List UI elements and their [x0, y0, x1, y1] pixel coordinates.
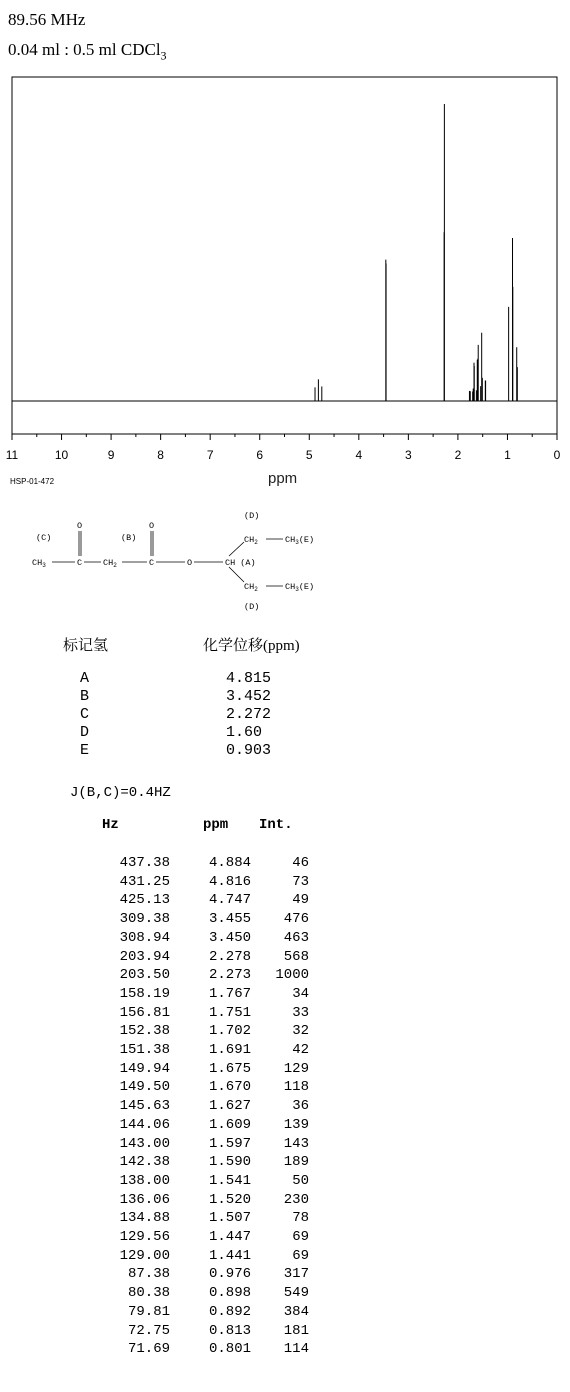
carbon-2: C: [149, 558, 155, 568]
peak-hz: 136.06: [119, 1191, 170, 1208]
label-c: (C): [36, 533, 52, 543]
peak-int: 476: [283, 911, 309, 928]
carbon-1: C: [77, 558, 83, 568]
peak-ppm: 1.609: [208, 1116, 251, 1133]
peak-int: 73: [292, 873, 309, 890]
x-tick-label: 9: [107, 448, 115, 462]
peak-ppm: 1.597: [208, 1135, 251, 1152]
peak-hz: 425.13: [119, 892, 170, 909]
peak-ppm: 1.627: [208, 1098, 251, 1115]
peak-hz: 149.94: [119, 1060, 170, 1077]
assignment-label: D: [80, 724, 90, 741]
assignment-shift: 1.60: [226, 724, 263, 741]
peak-hz: 203.94: [119, 948, 170, 965]
peak-hz: 145.63: [119, 1098, 170, 1115]
peak-ppm: 1.520: [208, 1191, 251, 1208]
peak-hz: 80.38: [127, 1285, 170, 1302]
peak-header-ppm: ppm: [203, 817, 229, 833]
peak-ppm: 0.813: [208, 1322, 251, 1339]
label-b: (B): [121, 533, 137, 543]
peak-hz: 152.38: [119, 1023, 170, 1040]
peak-hz: 87.38: [127, 1266, 170, 1283]
peak-hz: 134.88: [119, 1210, 170, 1227]
peak-header-int: Int.: [259, 817, 293, 833]
peak-hz: 203.50: [119, 967, 170, 984]
peak-ppm: 1.507: [208, 1210, 251, 1227]
peak-int: 463: [283, 929, 309, 946]
x-axis-label: ppm: [268, 470, 298, 487]
assignment-shift: 4.815: [226, 670, 272, 687]
assignment-label: C: [80, 706, 90, 723]
ch2-top: $CH_2$: [244, 535, 258, 546]
peak-hz: 72.75: [127, 1322, 170, 1339]
peak-int: 42: [292, 1042, 309, 1058]
assignment-shift: 2.272: [226, 706, 272, 723]
x-tick-label: 2: [454, 448, 462, 462]
peak-ppm: 1.670: [208, 1079, 251, 1096]
peak-int: 181: [283, 1322, 309, 1339]
carbonyl-o-1: O: [77, 521, 83, 531]
peak-int: 114: [283, 1341, 309, 1358]
ch2-middle: $CH_2$: [103, 558, 117, 569]
ch2-bottom: $CH_2$: [244, 582, 258, 593]
assignment-header-shift: 化学位移(ppm): [203, 638, 300, 654]
x-axis-ticks: [6, 434, 561, 462]
peak-ppm: 4.816: [208, 873, 251, 890]
assignment-label: B: [80, 688, 90, 705]
peak-int: 34: [292, 985, 309, 1002]
assignment-header-hydrogen: 标记氢: [63, 638, 109, 654]
peak-ppm: 1.767: [208, 985, 251, 1002]
peak-int: 230: [283, 1191, 309, 1208]
peak-ppm: 2.278: [208, 948, 251, 965]
x-tick-label: 11: [5, 448, 19, 462]
peak-hz: 143.00: [119, 1135, 170, 1152]
nmr-spectrum-chart: [0, 0, 570, 470]
peak-int: 32: [292, 1023, 309, 1040]
peak-hz: 71.69: [127, 1341, 170, 1358]
peak-int: 50: [292, 1172, 309, 1189]
peak-hz: 431.25: [119, 873, 170, 890]
plot-frame: [12, 77, 557, 434]
peak-int: 78: [292, 1210, 309, 1227]
assignment-label: A: [80, 670, 90, 687]
peak-ppm: 4.747: [208, 892, 251, 909]
peak-ppm: 0.892: [208, 1303, 251, 1320]
peak-int: 33: [292, 1004, 309, 1021]
peak-ppm: 4.884: [208, 855, 251, 871]
peak-ppm: 0.976: [208, 1266, 251, 1283]
peak-hz: 151.38: [119, 1042, 170, 1058]
label-d-bottom: (D): [244, 602, 260, 612]
molecular-structure: [0, 505, 360, 620]
peak-header-hz: Hz: [102, 817, 119, 833]
x-tick-label: 4: [355, 448, 363, 462]
peak-ppm: 3.455: [208, 911, 251, 928]
peak-hz: 129.00: [119, 1247, 170, 1264]
bond-ch-up: [229, 542, 244, 556]
peak-hz: 158.19: [119, 985, 170, 1002]
x-tick-label: 10: [54, 448, 69, 462]
peak-int: 549: [283, 1285, 309, 1302]
x-tick-label: 6: [256, 448, 264, 462]
peak-int: 568: [283, 948, 309, 965]
peak-int: 129: [283, 1060, 309, 1077]
peak-hz: 79.81: [127, 1303, 170, 1320]
bond-ch-down: [229, 567, 244, 582]
peak-int: 139: [283, 1116, 309, 1133]
peak-int: 49: [292, 892, 309, 909]
peak-ppm: 0.898: [208, 1285, 251, 1302]
peak-hz: 156.81: [119, 1004, 170, 1021]
peak-int: 189: [283, 1154, 309, 1171]
spectrometer-frequency: 89.56 MHz: [8, 10, 86, 29]
peak-int: 69: [292, 1229, 309, 1245]
peak-ppm: 1.751: [208, 1004, 251, 1021]
peak-int: 46: [292, 855, 309, 871]
peak-ppm: 1.691: [208, 1042, 251, 1058]
ch-a: CH (A): [225, 558, 256, 568]
x-tick-label: 8: [157, 448, 164, 462]
ch3-top: $CH_3(E)$: [285, 535, 315, 546]
peak-hz: 129.56: [119, 1229, 170, 1245]
peak-int: 317: [283, 1266, 309, 1283]
peak-ppm: 0.801: [208, 1341, 251, 1358]
peak-int: 384: [283, 1303, 309, 1320]
ch3-bottom: $CH_3(E)$: [285, 582, 315, 593]
peak-ppm: 2.273: [208, 967, 251, 984]
coupling-constant: J(B,C)=0.4HZ: [70, 785, 171, 801]
peak-ppm: 1.590: [208, 1154, 251, 1171]
peak-int: 143: [283, 1135, 309, 1152]
spectrum-code: HSP-01-472: [10, 477, 55, 486]
structure-drawing: [32, 511, 314, 612]
x-tick-label: 3: [405, 448, 412, 462]
x-tick-label: 1: [504, 448, 511, 462]
peak-hz: 149.50: [119, 1079, 170, 1096]
x-tick-label: 7: [206, 448, 214, 462]
peaks-layer: [315, 104, 517, 401]
peak-hz: 138.00: [119, 1172, 170, 1189]
peak-int: 36: [292, 1098, 309, 1115]
peak-int: 69: [292, 1247, 309, 1264]
peak-hz: 437.38: [119, 855, 170, 871]
peak-ppm: 1.541: [208, 1172, 251, 1189]
peak-hz: 144.06: [119, 1116, 170, 1133]
peak-int: 118: [283, 1079, 309, 1096]
peak-int: 1000: [275, 967, 309, 984]
sample-text: 0.04 ml : 0.5 ml CDCl: [8, 40, 161, 59]
peak-ppm: 3.450: [208, 929, 251, 946]
carbonyl-o-2: O: [149, 521, 155, 531]
peak-hz: 142.38: [119, 1154, 170, 1171]
assignment-label: E: [80, 742, 90, 759]
ether-oxygen: O: [187, 558, 193, 568]
assignment-shift: 0.903: [226, 742, 272, 759]
sample-subscript: 3: [160, 48, 167, 63]
assignment-shift: 3.452: [226, 688, 272, 705]
peak-ppm: 1.447: [208, 1229, 251, 1245]
x-tick-label: 5: [305, 448, 313, 462]
peak-hz: 309.38: [119, 911, 170, 928]
ch3-left: $CH_3$: [32, 558, 46, 569]
x-tick-label: 0: [553, 448, 561, 462]
peak-ppm: 1.675: [208, 1060, 251, 1077]
peak-hz: 308.94: [119, 929, 170, 946]
label-d-top: (D): [244, 511, 260, 521]
peak-ppm: 1.441: [208, 1247, 251, 1264]
peak-ppm: 1.702: [208, 1023, 251, 1040]
